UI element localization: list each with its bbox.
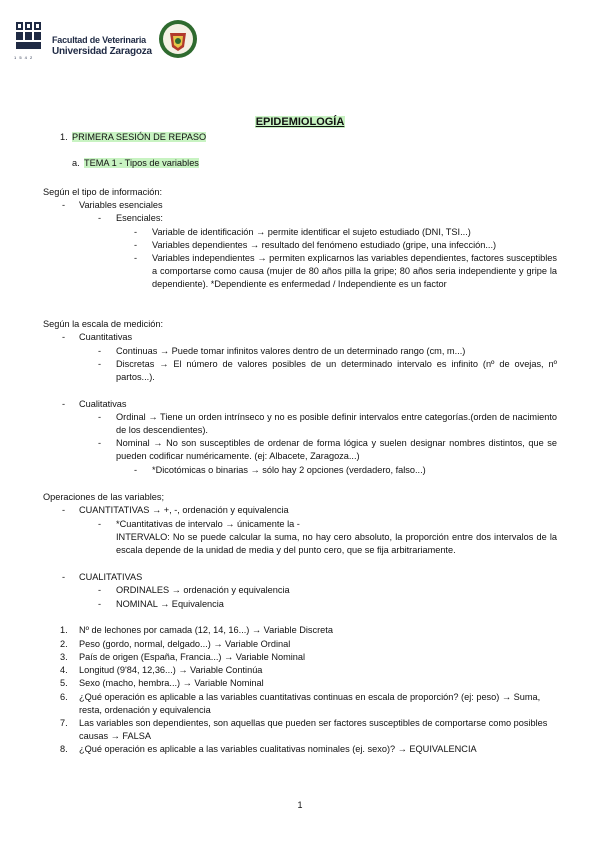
block1-heading: Según el tipo de información: bbox=[43, 187, 163, 197]
list-item: Ordinal → Tiene un orden intrínseco y no es posible definir intervalos entre categorías.(orden de nacimiento de los descendientes). bbox=[116, 412, 557, 435]
qualitative-label: Cualitativas bbox=[79, 399, 127, 409]
list-item: ORDINALES → ordenación y equivalencia bbox=[116, 585, 290, 595]
page-title: EPIDEMIOLOGÍA bbox=[255, 116, 345, 128]
bullet-dash: - bbox=[98, 438, 102, 448]
list-item: Continuas → Puede tomar infinitos valores dentro de un determinado rango (cm, m...) bbox=[116, 346, 466, 356]
logo-university-name: Universidad Zaragoza bbox=[52, 46, 152, 57]
list-item: Variables dependientes → resultado del fenómeno estudiado (gripe, una infección...) bbox=[152, 240, 497, 250]
question-number: 2. bbox=[60, 639, 68, 649]
question-text: Peso (gordo, normal, delgado...) → Variable Ordinal bbox=[79, 639, 291, 649]
bullet-dash: - bbox=[98, 599, 102, 609]
question-text: ¿Qué operación es aplicable a las variables cuantitativas continuas en escala de proporción? (ej: peso) → Suma, resta, ordenación y equivalencia bbox=[79, 692, 541, 715]
question-number: 7. bbox=[60, 718, 68, 728]
bullet-dash: - bbox=[62, 572, 66, 582]
subsection-letter: a. bbox=[72, 158, 80, 168]
block1-level1: Variables esenciales bbox=[79, 200, 163, 210]
list-item: *Cuantitativas de intervalo → únicamente la - bbox=[116, 519, 300, 529]
bullet-dash: - bbox=[98, 213, 102, 223]
interval-note: INTERVALO: No se puede calcular la suma, no hay cero absoluto, la proporción entre dos intervalos de la escala depende de la unidad de media y del punto cero, que se fija arbitrariamente. bbox=[116, 532, 557, 555]
bullet-dash: - bbox=[98, 519, 102, 529]
question-number: 3. bbox=[60, 652, 68, 662]
bullet-dash: - bbox=[134, 253, 138, 263]
logo-faculty-name: Facultad de Veterinaria bbox=[52, 35, 146, 45]
bullet-dash: - bbox=[62, 332, 66, 342]
bullet-dash: - bbox=[98, 346, 102, 356]
bullet-dash: - bbox=[62, 399, 66, 409]
question-text: ¿Qué operación es aplicable a las variables cualitativas nominales (ej. sexo)? → EQUIVALENCIA bbox=[79, 744, 477, 754]
question-number: 1. bbox=[60, 625, 68, 635]
question-number: 4. bbox=[60, 665, 68, 675]
bullet-dash: - bbox=[98, 359, 102, 369]
university-logo-icon bbox=[14, 20, 44, 54]
page-number: 1 bbox=[297, 800, 303, 810]
question-text: Longitud (9'84, 12,36...) → Variable Continúa bbox=[79, 665, 263, 675]
question-number: 5. bbox=[60, 678, 68, 688]
question-text: País de origen (España, Francia...) → Variable Nominal bbox=[79, 652, 306, 662]
section-heading: PRIMERA SESIÓN DE REPASO bbox=[72, 132, 207, 142]
list-item: NOMINAL → Equivalencia bbox=[116, 599, 224, 609]
bullet-dash: - bbox=[98, 412, 102, 422]
quantitative-label: Cuantitativas bbox=[79, 332, 133, 342]
list-item: *Dicotómicas o binarias → sólo hay 2 opciones (verdadero, falso...) bbox=[152, 465, 426, 475]
bullet-dash: - bbox=[134, 240, 138, 250]
bullet-dash: - bbox=[98, 585, 102, 595]
bullet-dash: - bbox=[62, 505, 66, 515]
quantitative-operations: CUANTITATIVAS → +, -, ordenación y equivalencia bbox=[79, 505, 289, 515]
block2-heading: Según la escala de medición: bbox=[43, 319, 164, 329]
question-text: Sexo (macho, hembra...) → Variable Nominal bbox=[79, 678, 264, 688]
question-text: Las variables son dependientes, son aquellas que pueden ser factores susceptibles de comportarse como posibles causas → FALSA bbox=[79, 718, 548, 741]
bullet-dash: - bbox=[134, 465, 138, 475]
question-text: Nº de lechones por camada (12, 14, 16...) → Variable Discreta bbox=[79, 625, 333, 635]
section-number: 1. bbox=[60, 132, 68, 142]
list-item: Discretas → El número de valores posibles de un determinado intervalo es infinito (nº de ovejas, nº partos...). bbox=[116, 359, 557, 382]
logo-tagline: 1 5 4 2 bbox=[14, 55, 34, 60]
list-item: Nominal → No son susceptibles de ordenar de forma lógica y suelen designar nombres distintos, que se pueden codificar numéricamente. (ej: Albacete, Zaragoza...) bbox=[116, 438, 557, 461]
qualitative-operations: CUALITATIVAS bbox=[79, 572, 143, 582]
block1-level2: Esenciales: bbox=[116, 213, 163, 223]
subsection-heading: TEMA 1 - Tipos de variables bbox=[84, 158, 199, 168]
question-number: 6. bbox=[60, 692, 68, 702]
list-item: Variable de identificación → permite identificar el sujeto estudiado (DNI, TSI...) bbox=[152, 227, 471, 237]
bullet-dash: - bbox=[62, 200, 66, 210]
faculty-seal-icon bbox=[158, 19, 198, 59]
list-item: Variables independientes → permiten explicarnos las variables dependientes, factores susceptibles a comportarse como causa (mujer de 80 años pilla la gripe; 80 años seria independiente y gripe la dependiente). *Dependiente es enfermedad / Independiente es un factor bbox=[152, 253, 557, 289]
block3-heading: Operaciones de las variables; bbox=[43, 492, 165, 502]
bullet-dash: - bbox=[134, 227, 138, 237]
question-number: 8. bbox=[60, 744, 68, 754]
